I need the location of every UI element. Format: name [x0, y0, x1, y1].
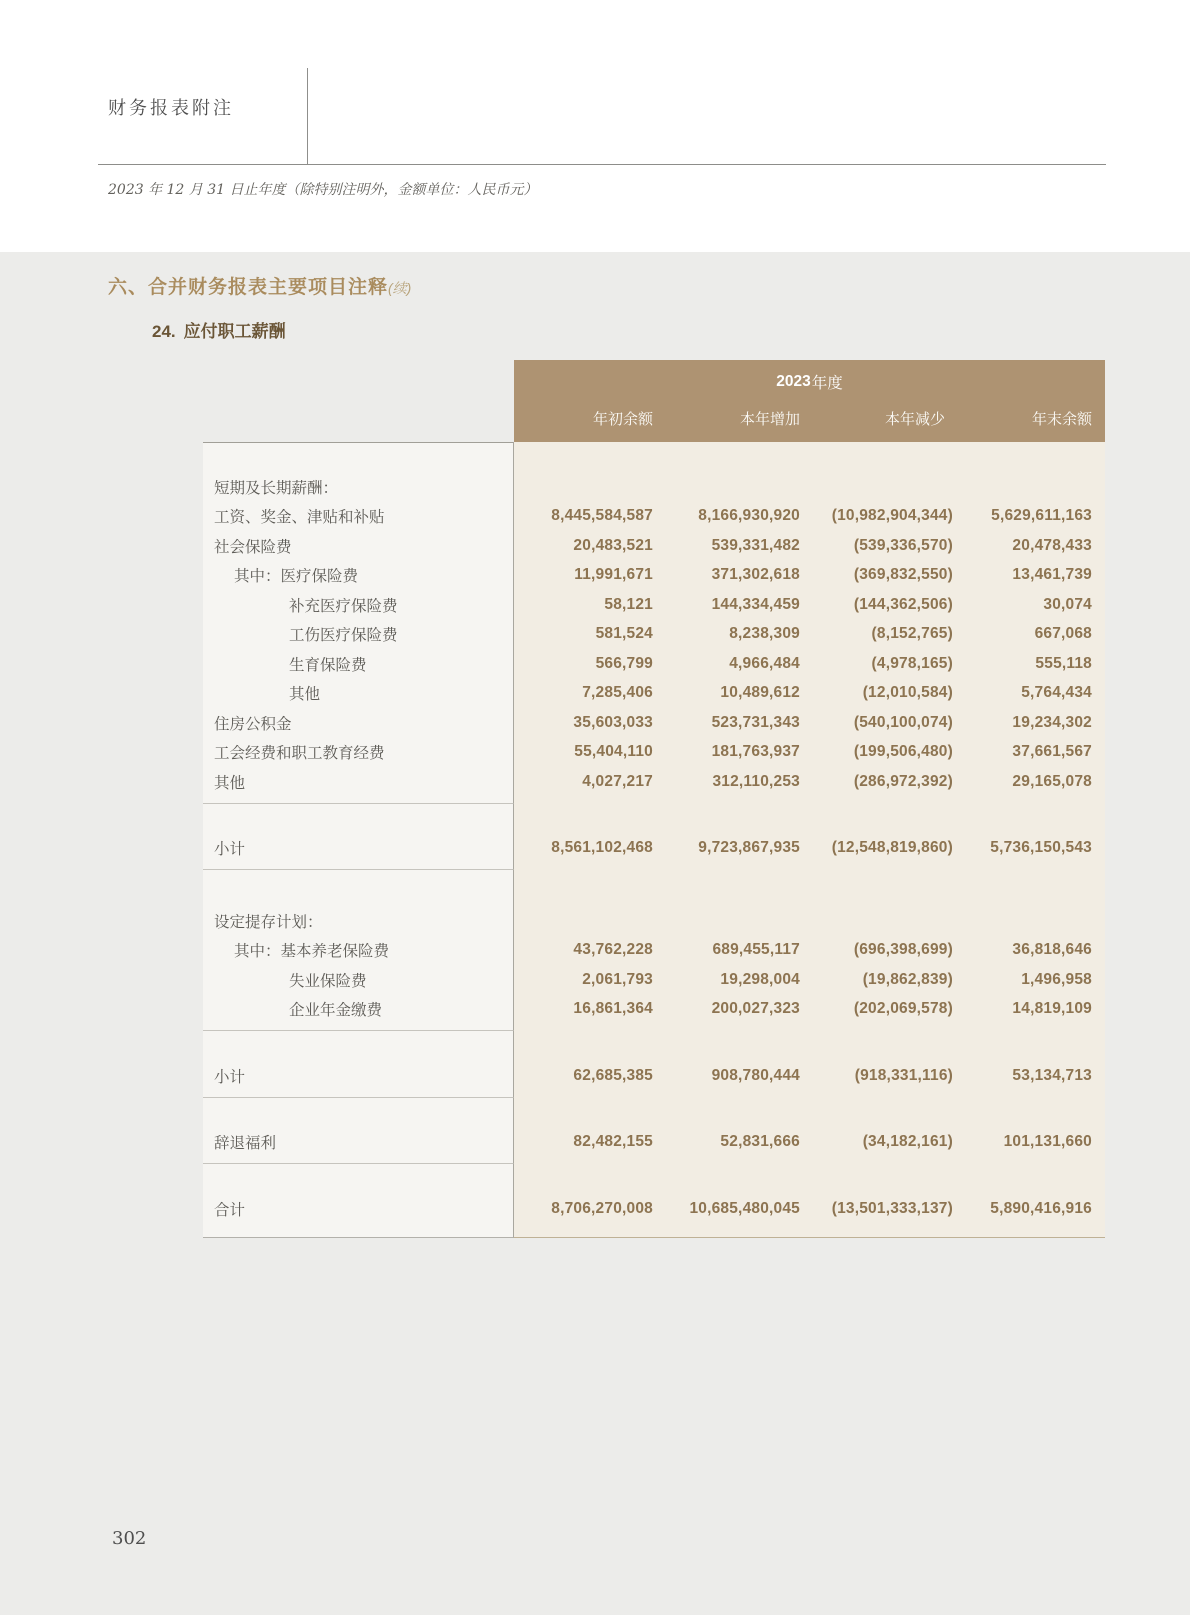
cell-value	[953, 472, 1105, 502]
cell-value: 8,238,309	[653, 620, 800, 650]
cell-value: 5,629,611,163	[953, 502, 1105, 532]
cell-value: (19,862,839)	[800, 965, 953, 995]
cell-value: 5,736,150,543	[953, 834, 1105, 864]
row-label: 工伤医疗保险费	[203, 620, 514, 650]
cell-value: 14,819,109	[953, 995, 1105, 1025]
cell-value	[800, 472, 953, 502]
cell-value: (540,100,074)	[800, 708, 953, 738]
reporting-period-note: 2023 年 12 月 31 日止年度（除特别注明外，金额单位：人民币元）	[108, 182, 538, 198]
cell-value: 908,780,444	[653, 1061, 800, 1091]
cell-value: (4,978,165)	[800, 649, 953, 679]
column-header: 本年增加	[653, 404, 800, 442]
table-row	[203, 936, 1105, 966]
spacer-label-cell	[203, 863, 514, 870]
row-label: 生育保险费	[203, 649, 514, 679]
table-row	[203, 1128, 1105, 1158]
cell-value	[800, 906, 953, 936]
cell-value: 58,121	[514, 590, 653, 620]
table-row	[203, 767, 1105, 797]
cell-value: 689,455,117	[653, 936, 800, 966]
column-header: 年初余额	[514, 404, 653, 442]
spacer-data-cell	[514, 870, 1105, 906]
subsection-title: 应付职工薪酬	[183, 322, 286, 341]
spacer-data-cell	[514, 797, 1105, 804]
cell-value: 566,799	[514, 649, 653, 679]
row-label: 社会保险费	[203, 531, 514, 561]
cell-value: 8,445,584,587	[514, 502, 653, 532]
cell-value: 371,302,618	[653, 561, 800, 591]
cell-value: 555,118	[953, 649, 1105, 679]
cell-value: (286,972,392)	[800, 767, 953, 797]
cell-value	[514, 472, 653, 502]
cell-value: (12,548,819,860)	[800, 834, 953, 864]
spacer-data-cell	[514, 1157, 1105, 1164]
row-label: 其中：基本养老保险费	[203, 936, 514, 966]
spacer-data-cell	[514, 1024, 1105, 1031]
table-row	[203, 502, 1105, 532]
spacer-label-cell	[203, 1031, 514, 1061]
cell-value: 10,685,480,045	[653, 1194, 800, 1224]
cell-value	[653, 906, 800, 936]
spacer-label-cell	[203, 1164, 514, 1194]
table-spacer-row	[203, 1164, 1105, 1194]
spacer-data-cell	[514, 1091, 1105, 1098]
document-title: 财务报表附注	[108, 98, 234, 119]
row-label: 合计	[203, 1194, 514, 1224]
cell-value: 101,131,660	[953, 1128, 1105, 1158]
table-spacer-row	[203, 1031, 1105, 1061]
cell-value: 13,461,739	[953, 561, 1105, 591]
table-spacer-row	[203, 804, 1105, 834]
subsection-number: 24.	[152, 322, 176, 341]
spacer-data-cell	[514, 442, 1105, 472]
cell-value: (10,982,904,344)	[800, 502, 953, 532]
cell-value: (8,152,765)	[800, 620, 953, 650]
cell-value: (696,398,699)	[800, 936, 953, 966]
cell-value: 8,166,930,920	[653, 502, 800, 532]
row-label: 企业年金缴费	[203, 995, 514, 1025]
table-spacer-row	[203, 442, 1105, 472]
row-label: 工资、奖金、津贴和补贴	[203, 502, 514, 532]
row-label: 小计	[203, 834, 514, 864]
cell-value: 37,661,567	[953, 738, 1105, 768]
table-spacer-row	[203, 1024, 1105, 1031]
table-row	[203, 620, 1105, 650]
row-label: 其他	[203, 679, 514, 709]
table-row	[203, 906, 1105, 936]
cell-value: 4,027,217	[514, 767, 653, 797]
cell-value: (13,501,333,137)	[800, 1194, 953, 1224]
column-header: 本年减少	[800, 404, 953, 442]
cell-value: 20,478,433	[953, 531, 1105, 561]
spacer-data-cell	[514, 1031, 1105, 1061]
spacer-label-cell	[203, 804, 514, 834]
cell-value: 43,762,228	[514, 936, 653, 966]
cell-value: 144,334,459	[653, 590, 800, 620]
table-row	[203, 590, 1105, 620]
cell-value: (12,010,584)	[800, 679, 953, 709]
cell-value: 200,027,323	[653, 995, 800, 1025]
cell-value: 29,165,078	[953, 767, 1105, 797]
cell-value: 10,489,612	[653, 679, 800, 709]
cell-value: (144,362,506)	[800, 590, 953, 620]
cell-value: 19,234,302	[953, 708, 1105, 738]
row-label: 住房公积金	[203, 708, 514, 738]
table-spacer-row	[203, 1098, 1105, 1128]
table-spacer-row	[203, 797, 1105, 804]
cell-value: 62,685,385	[514, 1061, 653, 1091]
cell-value: (202,069,578)	[800, 995, 953, 1025]
cell-value: 9,723,867,935	[653, 834, 800, 864]
cell-value: 4,966,484	[653, 649, 800, 679]
table-row	[203, 1194, 1105, 1224]
table-row	[203, 531, 1105, 561]
cell-value: (199,506,480)	[800, 738, 953, 768]
row-label: 短期及长期薪酬：	[203, 472, 514, 502]
cell-value: 2,061,793	[514, 965, 653, 995]
cell-value: 181,763,937	[653, 738, 800, 768]
cell-value: (369,832,550)	[800, 561, 953, 591]
year-header-cell	[514, 360, 1105, 404]
cell-value: 523,731,343	[653, 708, 800, 738]
section-heading-text: 六、合并财务报表主要项目注释	[108, 277, 389, 298]
cell-value: 312,110,253	[653, 767, 800, 797]
year-header-suffix: 年度	[811, 375, 843, 392]
section-continued-marker: (续)	[388, 280, 412, 296]
table-row	[203, 738, 1105, 768]
cell-value: 53,134,713	[953, 1061, 1105, 1091]
row-label: 其中：医疗保险费	[203, 561, 514, 591]
row-label: 设定提存计划：	[203, 906, 514, 936]
table-row	[203, 679, 1105, 709]
table-header-year-row	[203, 360, 1105, 404]
table-row	[203, 561, 1105, 591]
row-label: 失业保险费	[203, 965, 514, 995]
cell-value: 82,482,155	[514, 1128, 653, 1158]
cell-value	[953, 906, 1105, 936]
section-heading	[108, 272, 411, 299]
spacer-label-cell	[203, 1091, 514, 1098]
table-spacer-row	[203, 870, 1105, 906]
spacer-data-cell	[514, 1224, 1105, 1238]
table-header-columns-row	[203, 404, 1105, 442]
year-header-bold: 2023	[776, 373, 811, 390]
cell-value: 11,991,671	[514, 561, 653, 591]
cell-value: 30,074	[953, 590, 1105, 620]
header-left-blank	[203, 404, 514, 442]
table-spacer-row	[203, 1224, 1105, 1238]
cell-value: 5,764,434	[953, 679, 1105, 709]
spacer-label-cell	[203, 1098, 514, 1128]
employee-compensation-table	[203, 360, 1105, 1238]
cell-value: 55,404,110	[514, 738, 653, 768]
spacer-label-cell	[203, 1024, 514, 1031]
row-label: 补充医疗保险费	[203, 590, 514, 620]
table-row	[203, 995, 1105, 1025]
spacer-data-cell	[514, 804, 1105, 834]
cell-value	[514, 906, 653, 936]
cell-value: 8,706,270,008	[514, 1194, 653, 1224]
cell-value: 16,861,364	[514, 995, 653, 1025]
row-label: 小计	[203, 1061, 514, 1091]
row-label: 辞退福利	[203, 1128, 514, 1158]
table-spacer-row	[203, 1157, 1105, 1164]
cell-value: 5,890,416,916	[953, 1194, 1105, 1224]
table-row	[203, 472, 1105, 502]
row-label: 其他	[203, 767, 514, 797]
cell-value: 667,068	[953, 620, 1105, 650]
cell-value: 19,298,004	[653, 965, 800, 995]
subsection-heading	[152, 317, 286, 342]
cell-value	[653, 472, 800, 502]
spacer-label-cell	[203, 797, 514, 804]
column-header: 年末余额	[953, 404, 1105, 442]
cell-value: 35,603,033	[514, 708, 653, 738]
table-row	[203, 834, 1105, 864]
spacer-label-cell	[203, 1224, 514, 1238]
header-left-blank	[203, 360, 514, 404]
cell-value: (34,182,161)	[800, 1128, 953, 1158]
spacer-data-cell	[514, 1098, 1105, 1128]
cell-value: 7,285,406	[514, 679, 653, 709]
header-horizontal-rule	[98, 164, 1106, 165]
table-row	[203, 649, 1105, 679]
header-vertical-divider	[307, 68, 308, 164]
table-row	[203, 708, 1105, 738]
cell-value: 539,331,482	[653, 531, 800, 561]
spacer-data-cell	[514, 863, 1105, 870]
cell-value: 20,483,521	[514, 531, 653, 561]
cell-value: 1,496,958	[953, 965, 1105, 995]
table-spacer-row	[203, 1091, 1105, 1098]
table-row	[203, 1061, 1105, 1091]
spacer-label-cell	[203, 1157, 514, 1164]
cell-value: 52,831,666	[653, 1128, 800, 1158]
spacer-data-cell	[514, 1164, 1105, 1194]
cell-value: 8,561,102,468	[514, 834, 653, 864]
table-row	[203, 965, 1105, 995]
cell-value: (918,331,116)	[800, 1061, 953, 1091]
spacer-label-cell	[203, 870, 514, 906]
cell-value: 581,524	[514, 620, 653, 650]
cell-value: 36,818,646	[953, 936, 1105, 966]
page-number: 302	[112, 1528, 147, 1549]
row-label: 工会经费和职工教育经费	[203, 738, 514, 768]
spacer-label-cell	[203, 442, 514, 472]
table-spacer-row	[203, 863, 1105, 870]
cell-value: (539,336,570)	[800, 531, 953, 561]
